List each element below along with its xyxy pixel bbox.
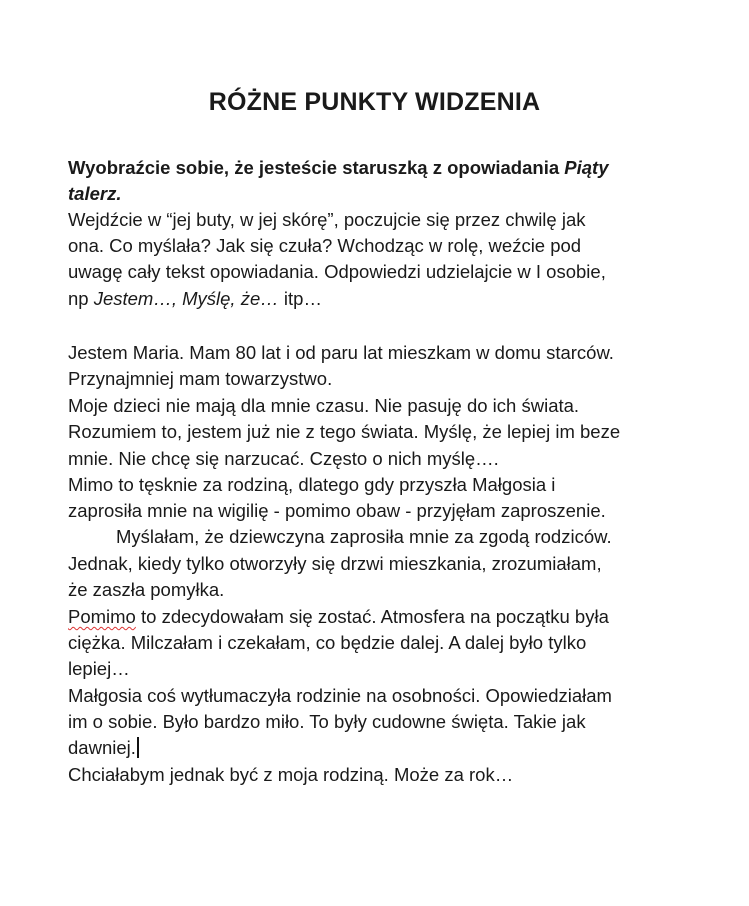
- task-line-1: [68, 155, 609, 181]
- task-example-prefix: np: [68, 288, 94, 309]
- answer-line-rest: to zdecydowałam się zostać. Atmosfera na początku była: [135, 606, 609, 627]
- answer-line: [68, 604, 609, 630]
- answer-line: Rozumiem to, jestem już nie z tego świata. Myślę, że lepiej im beze: [68, 421, 621, 442]
- task-line-5: uwagę cały tekst opowiadania. Odpowiedzi udzielajcie w I osobie,: [68, 261, 606, 282]
- story-title-part-2: talerz.: [68, 183, 122, 204]
- answer-line: Mimo to tęsknie za rodziną, dlatego gdy przyszła Małgosia i: [68, 474, 556, 495]
- answer-line: Chciałabym jednak być z moja rodziną. Może za rok…: [68, 764, 514, 785]
- answer-line: Małgosia coś wytłumaczyła rodzinie na osobności. Opowiedziałam: [68, 685, 612, 706]
- task-example-italic: Jestem…, Myślę, że…: [93, 288, 279, 309]
- task-line-6: [68, 286, 322, 312]
- task-lead: Wyobraźcie sobie, że jesteście staruszką z opowiadania: [68, 157, 565, 178]
- answer-line: zaprosiła mnie na wigilię - pomimo obaw - przyjęłam zaproszenie.: [68, 500, 606, 521]
- answer-line: Przynajmniej mam towarzystwo.: [68, 368, 333, 389]
- task-line-4: ona. Co myślała? Jak się czuła? Wchodząc w rolę, weźcie pod: [68, 235, 582, 256]
- spellcheck-flagged-word[interactable]: Pomimo: [68, 606, 136, 627]
- answer-line: mnie. Nie chcę się narzucać. Często o nich myślę….: [68, 448, 499, 469]
- answer-line: [68, 735, 139, 761]
- answer-line-indented: Myślałam, że dziewczyna zaprosiła mnie za zgodą rodziców.: [116, 526, 612, 547]
- answer-line: Jestem Maria. Mam 80 lat i od paru lat mieszkam w domu starców.: [68, 342, 614, 363]
- answer-line: że zaszła pomyłka.: [68, 579, 225, 600]
- answer-line: ciężka. Milczałam i czekałam, co będzie dalej. A dalej było tylko: [68, 632, 587, 653]
- story-title-part-1: Piąty: [564, 157, 609, 178]
- text-cursor: [137, 737, 139, 758]
- answer-line-text: dawniej.: [68, 737, 136, 758]
- answer-line: im o sobie. Było bardzo miło. To były cudowne święta. Takie jak: [68, 711, 586, 732]
- answer-line: lepiej…: [68, 658, 130, 679]
- page-title: RÓŻNE PUNKTY WIDZENIA: [208, 88, 541, 116]
- answer-line: Moje dzieci nie mają dla mnie czasu. Nie pasuję do ich świata.: [68, 395, 580, 416]
- task-example-suffix: itp…: [278, 288, 322, 309]
- answer-line: Jednak, kiedy tylko otworzyły się drzwi mieszkania, zrozumiałam,: [68, 553, 602, 574]
- task-line-3: Wejdźcie w “jej buty, w jej skórę”, poczujcie się przez chwilę jak: [68, 209, 586, 230]
